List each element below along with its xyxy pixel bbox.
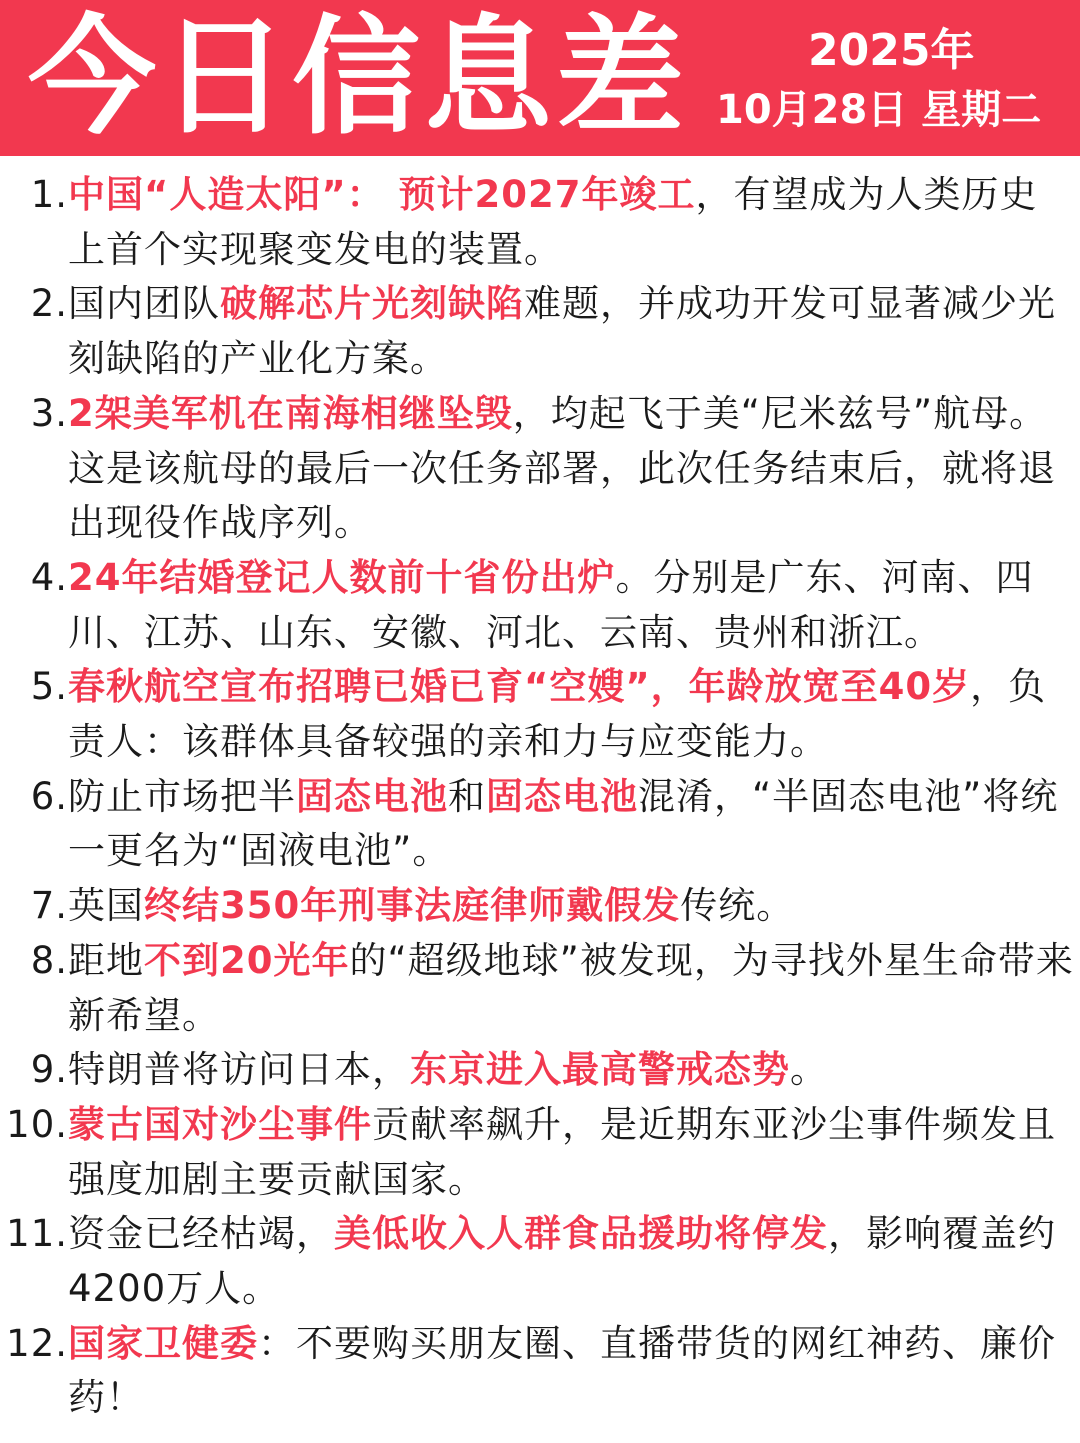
body-text: 。 (790, 1048, 828, 1092)
news-item (0, 879, 1080, 934)
header-year: 2025年 (808, 25, 975, 76)
news-item (0, 1043, 1080, 1098)
news-item-number: 11. (6, 1212, 68, 1256)
news-item (0, 1317, 1080, 1426)
news-item (0, 277, 1080, 386)
highlight-text: 春秋航空宣布招聘已婚已育“空嫂”，年龄放宽至40岁 (68, 665, 971, 709)
news-item-number: 10. (6, 1102, 68, 1146)
highlight-text: 2架美军机在南海相继坠毁 (68, 391, 513, 435)
body-text: 资金已经枯竭， (68, 1212, 334, 1256)
highlight-text: 不到20光年 (144, 938, 350, 982)
highlight-text: 美低收入人群食品援助将停发 (334, 1212, 828, 1256)
news-item (0, 770, 1080, 879)
news-item (0, 168, 1080, 277)
highlight-text: 固态电池 (296, 774, 448, 818)
header-banner (0, 0, 1080, 156)
news-item (0, 1098, 1080, 1207)
body-text: ：不要购买朋友圈、直播带货的网红神药、廉价药！ (68, 1321, 1056, 1420)
news-item-number: 2. (30, 282, 68, 326)
header-date: 10月28日 星期二 (716, 87, 1042, 133)
news-item-number: 4. (30, 555, 68, 599)
body-text: 国内团队 (68, 282, 220, 326)
body-text: 距地 (68, 938, 144, 982)
news-item-number: 6. (30, 774, 68, 818)
highlight-text: 中国“人造太阳”： 预计2027年竣工 (68, 173, 696, 216)
highlight-text: 蒙古国对沙尘事件 (68, 1102, 372, 1146)
body-text: 特朗普将访问日本， (68, 1048, 410, 1092)
news-item (0, 387, 1080, 551)
highlight-text: 破解芯片光刻缺陷 (220, 282, 524, 326)
news-item-number: 9. (30, 1048, 68, 1092)
news-item (0, 934, 1080, 1043)
news-item-number: 3. (30, 391, 68, 435)
body-text: 混淆，“半固态电池”将统一更名为“固液电池”。 (68, 774, 1059, 873)
highlight-text: 终结350年刑事法庭律师戴假发 (144, 884, 681, 928)
body-text: ，影响覆盖约4200万人。 (68, 1212, 1056, 1311)
body-text: 的“超级地球”被发现，为寻找外星生命带来新希望。 (68, 938, 1074, 1037)
body-text: 贡献率飙升，是近期东亚沙尘事件频发且强度加剧主要贡献国家。 (68, 1102, 1056, 1201)
body-text: 和 (448, 774, 486, 818)
news-item (0, 1207, 1080, 1316)
highlight-text: 24年结婚登记人数前十省份出炉 (68, 555, 616, 599)
body-text: ，均起飞于美“尼米兹号”航母。这是该航母的最后一次任务部署，此次任务结束后，就将退出现役作战序列。 (68, 391, 1056, 545)
body-text: 难题，并成功开发可显著减少光刻缺陷的产业化方案。 (68, 282, 1056, 381)
news-item (0, 551, 1080, 660)
body-text: 英国 (68, 884, 144, 928)
body-text: 传统。 (680, 884, 795, 928)
news-item-number: 1. (30, 173, 68, 216)
body-text: ，负责人：该群体具备较强的亲和力与应变能力。 (68, 665, 1047, 764)
body-text: 。分别是广东、河南、四川、江苏、山东、安徽、河北、云南、贵州和浙江。 (68, 555, 1034, 654)
body-text: ，有望成为人类历史上首个实现聚变发电的装置。 (68, 173, 1038, 271)
news-item-number: 5. (30, 665, 68, 709)
news-item-number: 12. (6, 1321, 68, 1365)
highlight-text: 固态电池 (486, 774, 638, 818)
highlight-text: 国家卫健委 (68, 1321, 258, 1365)
news-list (0, 168, 1080, 1426)
body-text: 防止市场把半 (68, 774, 296, 818)
page-title: 今日信息差 (28, 3, 689, 152)
news-item-number: 7. (30, 884, 68, 928)
news-item (0, 660, 1080, 769)
highlight-text: 东京进入最高警戒态势 (410, 1048, 790, 1092)
news-item-number: 8. (30, 938, 68, 982)
